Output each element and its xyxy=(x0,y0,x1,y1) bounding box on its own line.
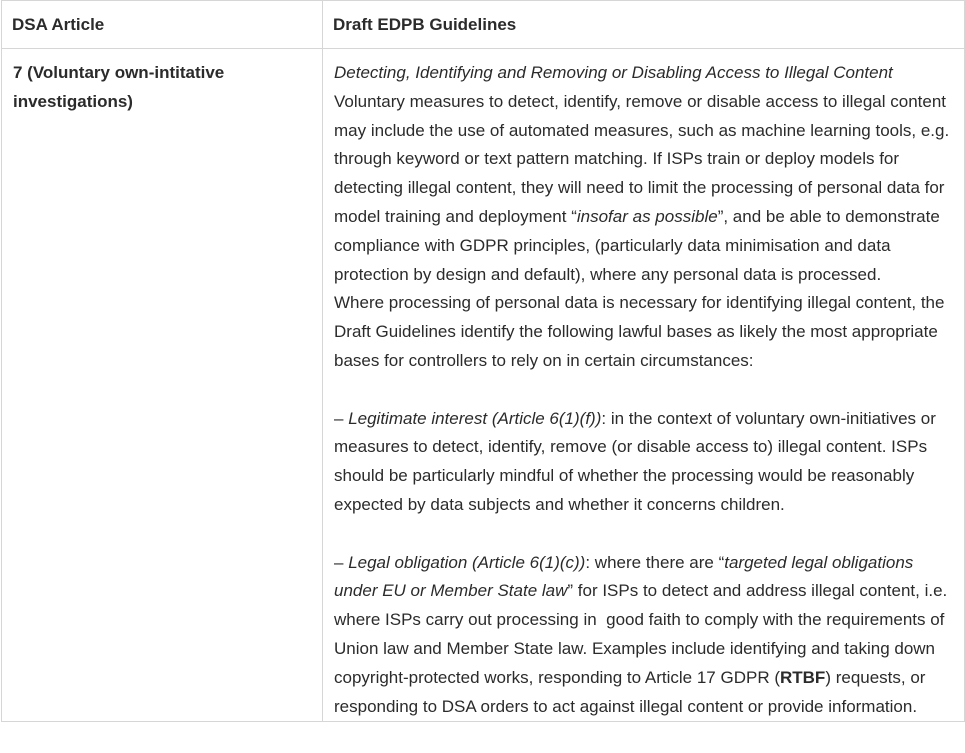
dash: – xyxy=(334,552,349,572)
text-span: : where there are “ xyxy=(585,552,725,572)
paragraph-lawful-bases-intro: Where processing of personal data is necessary for identifying illegal content, the Draft Guidelines identify the following lawful bases as likely the most appropriate bases for controllers to rely on in certain circumstances: xyxy=(334,293,945,370)
header-dsa-article: DSA Article xyxy=(2,1,323,49)
spacer xyxy=(334,376,958,405)
text-span: ) requests, or responding to DSA orders to act against illegal content or provide information. xyxy=(334,667,926,716)
paragraph-legal-obligation xyxy=(334,549,958,722)
quote-insofar: insofar as possible xyxy=(576,206,718,226)
quote-targeted-obligations: targeted legal obligations under EU or Member State law xyxy=(334,552,914,601)
paragraph-legitimate-interest xyxy=(334,405,958,520)
spacer xyxy=(334,520,958,549)
guidelines-cell xyxy=(323,49,965,722)
paragraph-automated-measures xyxy=(334,88,958,290)
text-span: Voluntary measures to detect, identify, remove or disable access to illegal content may include the use of automated measures, such as machine learning tools, e.g. through keyword or text pattern matching. If ISPs train or deploy models for detecting illegal content, they will need to limit the processing of personal data for model training and deployment “ xyxy=(334,91,950,226)
dash: – xyxy=(334,408,349,428)
legal-obligation-label: Legal obligation (Article 6(1)(c)) xyxy=(348,552,586,572)
article-cell: 7 (Voluntary own-intitative investigations) xyxy=(2,49,323,722)
text-span: ” for ISPs to detect and address illegal content, i.e. where ISPs carry out processing in good faith to comply with the requirements of Union law and Member State law. Examples include identifying and taking down copyright-protected works, responding to Article 17 GDPR ( xyxy=(334,581,948,687)
section-heading: Detecting, Identifying and Removing or Disabling Access to Illegal Content xyxy=(334,63,893,82)
text-span: ”, and be able to demonstrate compliance with GDPR principles, (particularly data minimisation and data protection by design and default), where any personal data is processed. xyxy=(334,206,940,284)
header-draft-edpb-guidelines: Draft EDPB Guidelines xyxy=(323,1,965,49)
rtbf-term: RTBF xyxy=(779,667,826,687)
table-row xyxy=(2,49,965,722)
comparison-table xyxy=(1,0,965,722)
header-row xyxy=(2,1,965,49)
legitimate-interest-label: Legitimate interest (Article 6(1)(f)) xyxy=(348,408,602,428)
text-span: : in the context of voluntary own-initiatives or measures to detect, identify, remove (or disable access to) illegal content. ISPs should be particularly mindful of whether the processing would be reasonably expected by data subjects and whether it concerns children. xyxy=(334,408,936,514)
